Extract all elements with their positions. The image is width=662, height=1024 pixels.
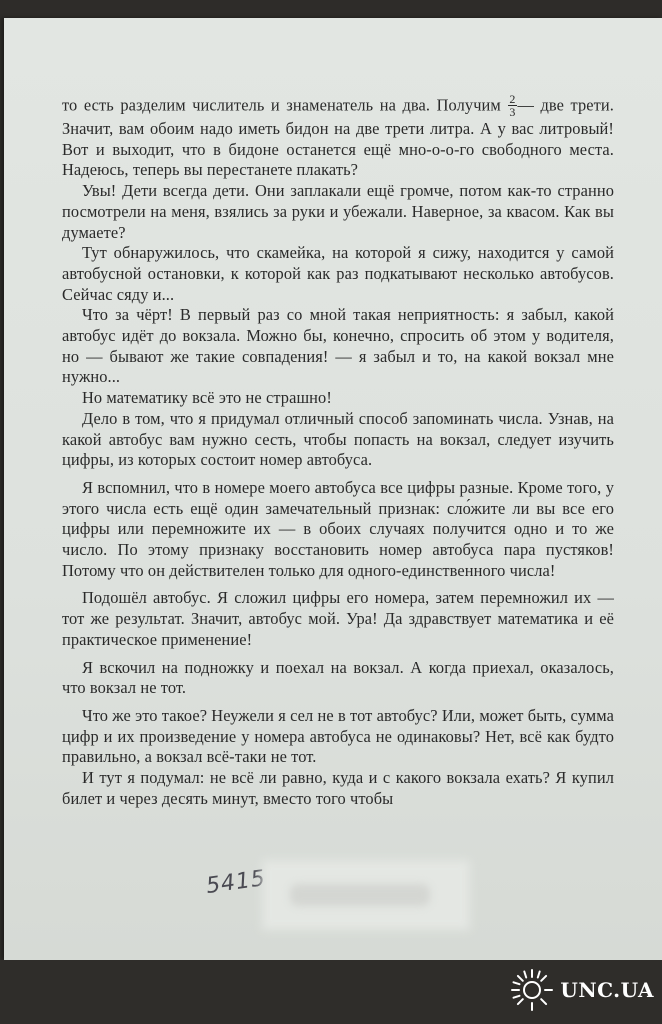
watermark <box>510 964 654 1016</box>
paragraph-11: И тут я подумал: не всё ли равно, куда и с какого вокзала ехать? Я купил билет и через десять минут, вместо того чтобы <box>62 768 614 808</box>
fraction-numerator: 2 <box>509 92 516 106</box>
fraction-denominator: 3 <box>509 105 516 119</box>
paragraph-1-before: то есть разделим числитель и знаменатель на два. Получим <box>62 95 501 115</box>
paragraph-2: Увы! Дети всегда дети. Они заплакали ещё громче, потом как-то странно посмотрели на меня, взялись за руки и убежали. Наверное, за квасом. Как вы думаете? <box>62 181 614 242</box>
paragraph-1 <box>62 94 614 181</box>
paragraph-5: Но математику всё это не страшно! <box>82 388 332 408</box>
paragraph-1-after: — две трети. Значит, вам обоим надо иметь бидон на две трети литра. А у вас литровый! Вот и выходит, что в бидоне останется ещё мно-о-о-го свободного места. Надеюсь, теперь вы перестанете плакать? <box>62 95 614 180</box>
paragraph-7: Я вспомнил, что в номере моего автобуса все цифры разные. Кроме того, у этого числа есть ещё один замечательный признак: сло́жите ли вы все его цифры или перемножите их — в обоих случаях получится одно и то же число. По этому признаку восстановить номер автобуса пара пустяков! Потому что он действителен только для одного-единственного числа! <box>62 477 614 580</box>
paragraph-8: Подошёл автобус. Я сложил цифры его номера, затем перемножил их — тот же результат. Значит, автобус мой. Ура! Да здравствует математика и её практическое применение! <box>62 588 614 649</box>
handwritten-number: 5415 <box>204 865 268 900</box>
fraction-two-thirds <box>508 93 516 118</box>
paragraph-4: Что за чёрт! В первый раз со мной такая неприятность: я забыл, какой автобус идёт до вокзала. Можно бы, конечно, спросить об этом у водителя, но — бывают же такие совпадения! — я забыл и то, на какой вокзал мне нужно... <box>62 305 614 387</box>
watermark-text: UNC.UA <box>560 978 654 1002</box>
paragraph-9: Я вскочил на подножку и поехал на вокзал. А когда приехал, оказалось, что вокзал не тот. <box>62 657 614 698</box>
sun-logo-icon <box>510 968 554 1012</box>
paragraph-10: Что же это такое? Неужели я сел не в тот автобус? Или, может быть, сумма цифр и их произведение у номера автобуса не одинаковы? Нет, всё как будто правильно, а вокзал всё-таки не тот. <box>62 705 614 767</box>
paragraph-3: Тут обнаружилось, что скамейка, на которой я сижу, находится у самой автобусной остановки, к которой как раз подкатывают несколько автобусов. Сейчас сяду и... <box>62 243 614 304</box>
blurred-stamp-core <box>290 884 430 906</box>
page-text <box>62 94 614 810</box>
paragraph-6: Дело в том, что я придумал отличный способ запоминать числа. Узнав, на какой автобус вам нужно сесть, чтобы попасть на вокзал, следует изучить цифры, из которых состоит номер автобуса. <box>62 408 614 470</box>
